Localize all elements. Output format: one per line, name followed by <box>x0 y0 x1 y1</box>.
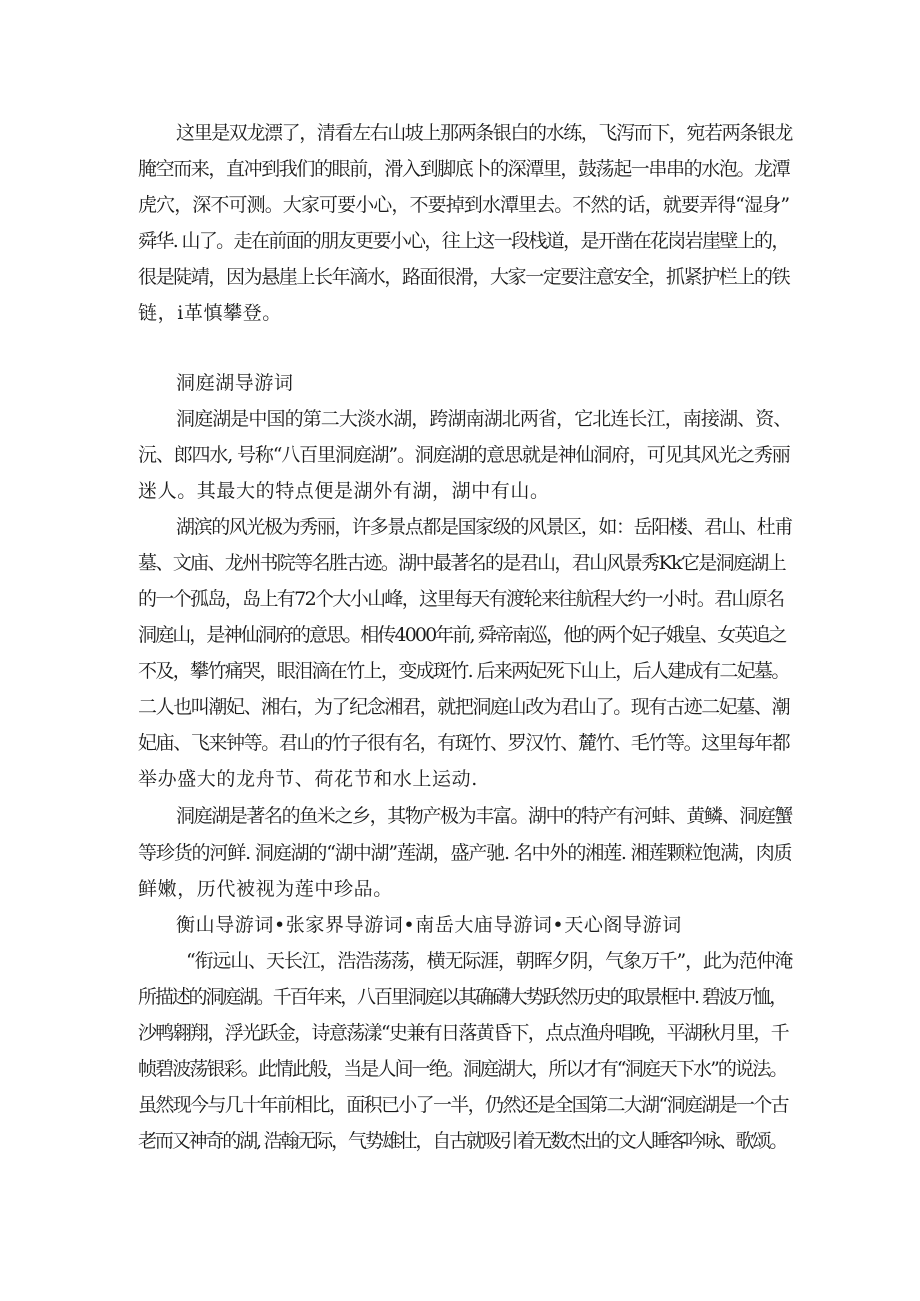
section-heading: 衡山导游词•张家界导游词•南岳大庙导游词•天心阁导游词 <box>176 914 682 936</box>
text-line: 这里是双龙漂了，清看左右山坡上那两条银白的水练，飞泻而下，宛若两条银龙 <box>176 122 793 144</box>
text-line: “衔远山、天长江，浩浩荡荡，横无际涯，朝晖夕阴，气象万千”，此为范仲淹 <box>186 950 793 972</box>
text-line: 舜华. 山了。走在前面的朋友更要小心，往上这一段栈道，是开凿在花岗岩崖壁上的， <box>138 230 789 252</box>
text-line: 虎穴，深不可测。大家可要小心，不要掉到水潭里去。不然的话，就要弄得“湿身” <box>138 194 790 216</box>
text-line: 虽然现今与几十年前相比，面积已小了一半，仍然还是全国第二大湖“洞庭湖是一个古 <box>138 1094 789 1116</box>
text-line: 老而又神奇的湖, 浩翰无际，气势雄壮，自古就吸引着无数杰出的文人睡客吟咏、歌颂。 <box>138 1130 787 1152</box>
text-line: 湖滨的风光极为秀丽，许多景点都是国家级的风景区，如：岳阳楼、君山、杜甫 <box>176 516 793 538</box>
text-line: 所描述的洞庭湖。千百年来，八百里洞庭以其确礴大势跃然历史的取景框中. 碧波万恤， <box>138 986 787 1008</box>
text-line: 腌空而来，直冲到我们的眼前，滑入到脚底卜的深潭里，鼓荡起一串串的水泡。龙潭 <box>138 158 790 180</box>
text-line: 链，i革慎攀登。 <box>138 302 282 324</box>
text-line: 沙鸭翱翔，浮光跃金，诗意荡漾“史兼有日落黄昏下，点点渔舟唱晚，平湖秋月里，千 <box>138 1022 789 1044</box>
text-line: 迷人。其最大的特点便是湖外有湖，湖中有山。 <box>138 480 550 502</box>
text-line: 墓、文庙、龙州书院等名胜古迹。湖中最著名的是君山，君山风景秀Kk它是洞庭湖上 <box>138 552 786 574</box>
text-line: 鲜嫩，历代被视为莲中珍品。 <box>138 878 393 900</box>
text-line: 洞庭山，是神仙洞府的意思。相传4000年前, 舜帝南巡，他的两个妃子娥皇、女英追之 <box>138 624 786 646</box>
text-line: 很是陡靖，因为悬崖上长年滴水，路面很滑，大家一定要注意安全，抓紧护栏上的铁 <box>138 266 790 288</box>
text-line: 妃庙、飞来钟等。君山的竹子很有名，有斑竹、罗汉竹、麓竹、毛竹等。这里每年都 <box>138 732 790 754</box>
text-line: 洞庭湖是中国的第二大淡水湖，跨湖南湖北两省，它北连长江，南接湖、资、 <box>176 408 792 430</box>
section-heading: 洞庭湖导游词 <box>176 372 294 394</box>
text-line: 不及，攀竹痛哭，眼泪滴在竹上，变成斑竹. 后来两妃死下山上，后人建成有二妃墓。 <box>138 660 789 682</box>
text-line: 沅、郎四水, 号称“八百里洞庭湖”。洞庭湖的意思就是神仙洞府，可见其风光之秀丽 <box>138 444 790 466</box>
text-line: 等珍货的河鲜. 洞庭湖的“湖中湖”莲湖，盛产驰. 名中外的湘莲. 湘莲颗粒饱满，肉质 <box>138 842 792 864</box>
text-line: 举办盛大的龙舟节、荷花节和水上运动. <box>138 768 478 790</box>
text-line: 的一个孤岛，岛上有72个大小山峰，这里每天有渡轮来往航程大约一小时。君山原名 <box>138 588 784 610</box>
text-line: 洞庭湖是著名的鱼米之乡，其物产极为丰富。湖中的特产有河蚌、黄鳞、洞庭蟹 <box>176 805 793 827</box>
text-line: 二人也叫潮妃、湘右，为了纪念湘君，就把洞庭山改为君山了。现有古迹二妃墓、潮 <box>138 696 790 718</box>
text-line: 帧碧波荡银彩。此情此般，当是人间一绝。洞庭湖大，所以才有“洞庭天下水”的说法。 <box>138 1058 787 1080</box>
